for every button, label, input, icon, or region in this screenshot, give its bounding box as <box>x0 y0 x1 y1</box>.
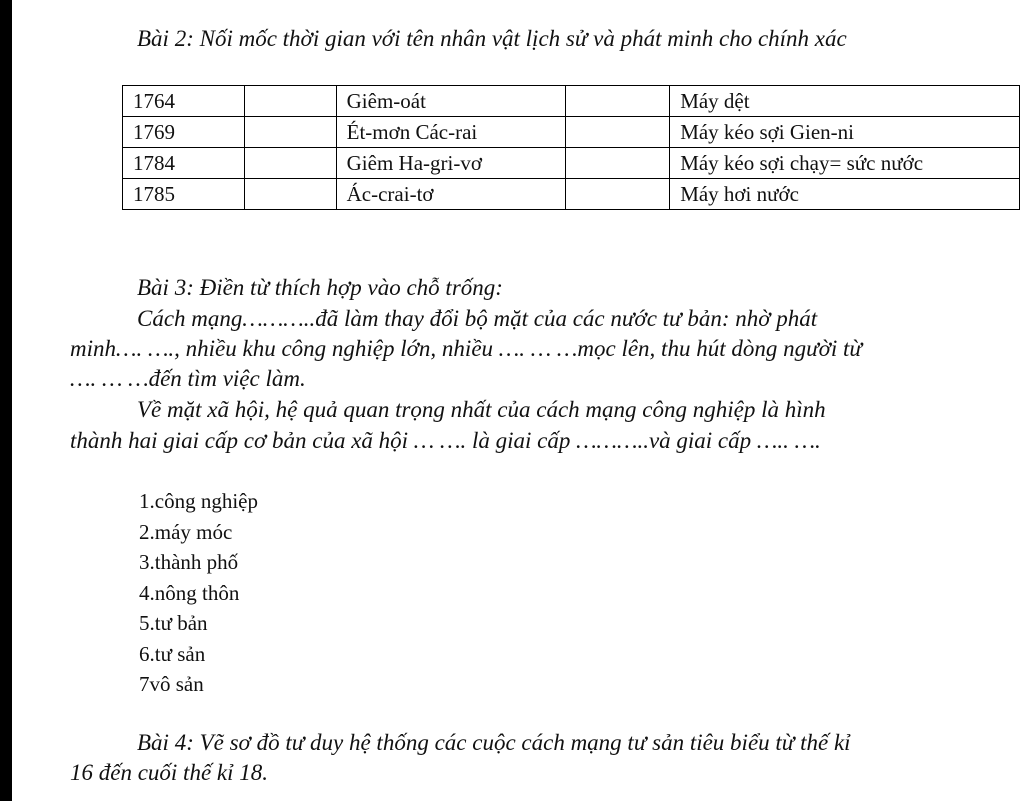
blank-cell <box>244 179 336 210</box>
list-item: 4.nông thôn <box>139 580 240 605</box>
invention-cell: Máy kéo sợi chạy= sức nước <box>670 148 1020 179</box>
table-row <box>123 117 1020 148</box>
invention-cell: Máy hơi nước <box>670 179 1020 210</box>
fill-in-line: …. … …đến tìm việc làm. <box>70 366 306 391</box>
list-item: 6.tư sản <box>139 641 206 666</box>
person-cell: Giêm Ha-gri-vơ <box>336 148 566 179</box>
exercise-4-title-continued: 16 đến cuối thế kỉ 18. <box>70 760 269 785</box>
person-cell: Giêm-oát <box>336 86 566 117</box>
blank-cell <box>566 86 670 117</box>
year-cell: 1769 <box>123 117 245 148</box>
blank-cell <box>566 117 670 148</box>
list-item: 2.máy móc <box>139 519 233 544</box>
fill-in-line: Cách mạng………..đã làm thay đổi bộ mặt của các nước tư bản: nhờ phát <box>137 306 818 331</box>
fill-in-line: Về mặt xã hội, hệ quả quan trọng nhất của cách mạng công nghiệp là hình <box>137 397 826 422</box>
list-item: 3.thành phố <box>139 550 239 574</box>
matching-table <box>122 85 1020 210</box>
blank-cell <box>566 179 670 210</box>
document-page <box>12 0 1024 801</box>
year-cell: 1764 <box>123 86 245 117</box>
fill-in-line: thành hai giai cấp cơ bản của xã hội … …. là giai cấp ………..và giai cấp ….. …. <box>70 428 821 453</box>
list-item: 1.công nghiệp <box>139 489 258 513</box>
table-row <box>123 179 1020 210</box>
fill-in-line: minh…. …., nhiều khu công nghiệp lớn, nhiều …. … …mọc lên, thu hút dòng người từ <box>70 336 862 361</box>
year-cell: 1785 <box>123 179 245 210</box>
invention-cell: Máy dệt <box>670 86 1020 117</box>
person-cell: Ác-crai-tơ <box>336 179 566 210</box>
year-cell: 1784 <box>123 148 245 179</box>
invention-cell: Máy kéo sợi Gien-ni <box>670 117 1020 148</box>
list-item: 5.tư bản <box>139 611 208 635</box>
exercise-4-title: Bài 4: Vẽ sơ đồ tư duy hệ thống các cuộc cách mạng tư sản tiêu biểu từ thế kỉ <box>137 730 851 755</box>
exercise-3-title: Bài 3: Điền từ thích hợp vào chỗ trống: <box>137 275 503 300</box>
blank-cell <box>244 148 336 179</box>
blank-cell <box>244 86 336 117</box>
list-item: 7vô sản <box>139 672 204 696</box>
left-edge-bar <box>0 0 12 801</box>
person-cell: Ét-mơn Các-rai <box>336 117 566 148</box>
blank-cell <box>566 148 670 179</box>
table-row <box>123 148 1020 179</box>
table-row <box>123 86 1020 117</box>
exercise-2-title: Bài 2: Nối mốc thời gian với tên nhân vật lịch sử và phát minh cho chính xác <box>137 26 847 51</box>
blank-cell <box>244 117 336 148</box>
word-options-list <box>139 486 258 700</box>
